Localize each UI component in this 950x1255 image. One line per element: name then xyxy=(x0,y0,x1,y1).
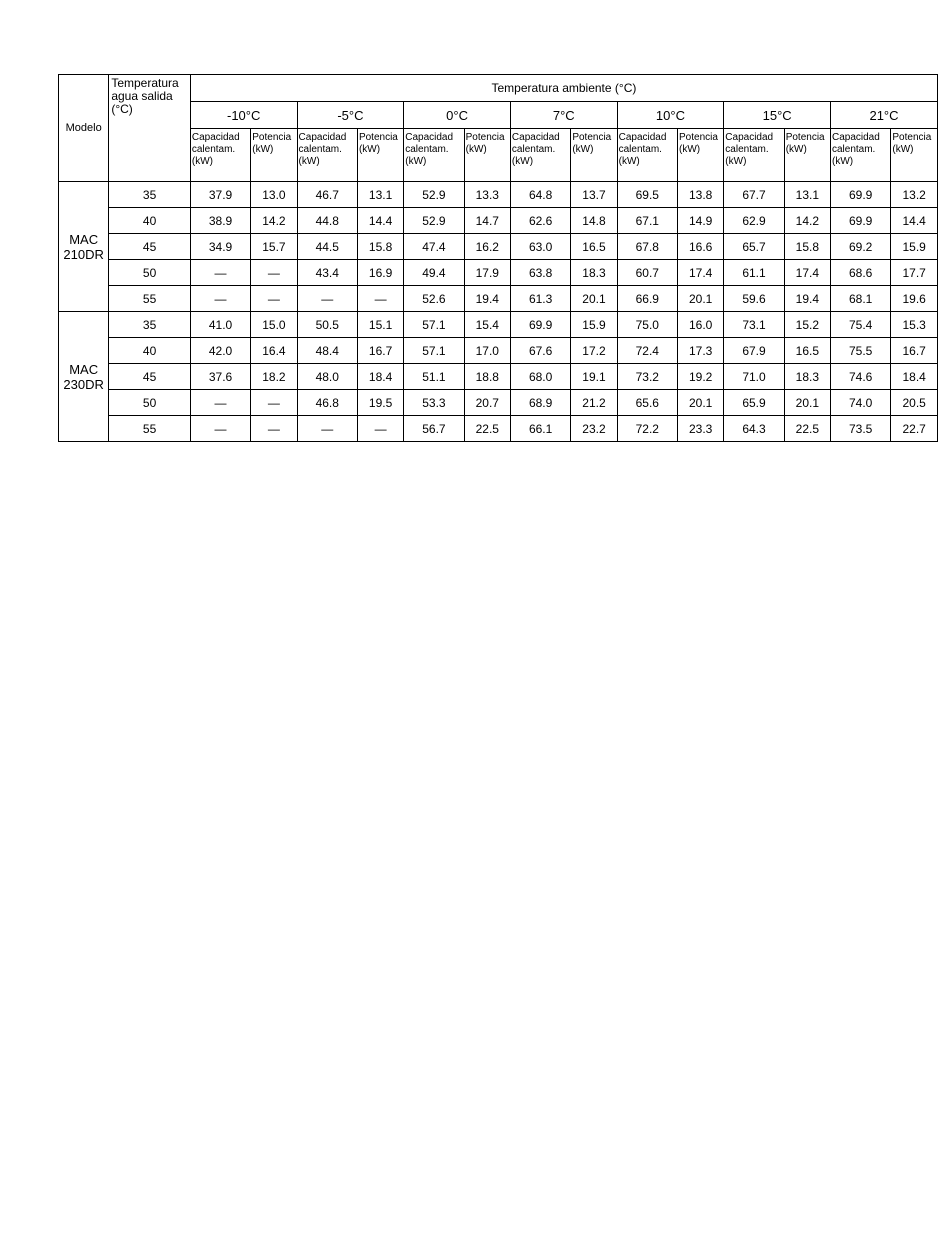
capacity-cell: 43.4 xyxy=(297,260,357,286)
capacity-cell: — xyxy=(190,416,250,442)
power-cell: — xyxy=(251,286,297,312)
capacity-cell: 46.7 xyxy=(297,182,357,208)
power-cell: 17.3 xyxy=(678,338,724,364)
subheader-row xyxy=(59,129,938,182)
capacity-cell: 68.6 xyxy=(830,260,890,286)
ambient-temp-header: -10°C xyxy=(190,102,297,129)
power-cell: 17.7 xyxy=(891,260,938,286)
water-temp-cell: 55 xyxy=(109,286,191,312)
power-cell: 16.9 xyxy=(357,260,403,286)
model-name: MAC 210DR xyxy=(59,182,109,312)
power-cell: — xyxy=(357,286,403,312)
power-header: Potencia (kW) xyxy=(891,129,938,182)
power-cell: 14.2 xyxy=(784,208,830,234)
power-cell: 17.4 xyxy=(678,260,724,286)
power-cell: 13.2 xyxy=(891,182,938,208)
capacity-cell: 69.5 xyxy=(617,182,677,208)
power-cell: 16.0 xyxy=(678,312,724,338)
capacity-cell: 46.8 xyxy=(297,390,357,416)
power-cell: 20.1 xyxy=(571,286,617,312)
power-cell: 23.3 xyxy=(678,416,724,442)
capacity-header: Capacidad calentam. (kW) xyxy=(404,129,464,182)
table-row xyxy=(59,234,938,260)
capacity-cell: 66.1 xyxy=(510,416,570,442)
power-cell: 19.4 xyxy=(464,286,510,312)
power-header: Potencia (kW) xyxy=(357,129,403,182)
capacity-cell: 67.9 xyxy=(724,338,784,364)
capacity-cell: 72.4 xyxy=(617,338,677,364)
capacity-cell: 34.9 xyxy=(190,234,250,260)
power-cell: 17.0 xyxy=(464,338,510,364)
power-cell: 15.7 xyxy=(251,234,297,260)
power-cell: 16.7 xyxy=(891,338,938,364)
power-cell: 15.9 xyxy=(891,234,938,260)
capacity-cell: 49.4 xyxy=(404,260,464,286)
header-modelo: Modelo xyxy=(59,75,109,182)
capacity-cell: 67.8 xyxy=(617,234,677,260)
power-cell: 15.1 xyxy=(357,312,403,338)
capacity-cell: 48.0 xyxy=(297,364,357,390)
power-cell: 18.4 xyxy=(891,364,938,390)
capacity-cell: — xyxy=(297,416,357,442)
header-ambient-temp: Temperatura ambiente (°C) xyxy=(190,75,937,102)
power-cell: 22.5 xyxy=(784,416,830,442)
capacity-cell: 71.0 xyxy=(724,364,784,390)
table-row xyxy=(59,364,938,390)
power-cell: 19.6 xyxy=(891,286,938,312)
power-cell: 16.2 xyxy=(464,234,510,260)
capacity-cell: 44.8 xyxy=(297,208,357,234)
water-temp-cell: 35 xyxy=(109,182,191,208)
capacity-cell: 51.1 xyxy=(404,364,464,390)
table-row xyxy=(59,338,938,364)
capacity-cell: 56.7 xyxy=(404,416,464,442)
power-cell: 19.2 xyxy=(678,364,724,390)
capacity-cell: 61.3 xyxy=(510,286,570,312)
capacity-cell: 38.9 xyxy=(190,208,250,234)
power-cell: 13.1 xyxy=(357,182,403,208)
capacity-cell: 61.1 xyxy=(724,260,784,286)
capacity-cell: 69.9 xyxy=(830,208,890,234)
capacity-cell: 74.0 xyxy=(830,390,890,416)
power-cell: 13.3 xyxy=(464,182,510,208)
capacity-cell: 75.4 xyxy=(830,312,890,338)
capacity-cell: 72.2 xyxy=(617,416,677,442)
capacity-cell: 63.0 xyxy=(510,234,570,260)
water-temp-cell: 45 xyxy=(109,234,191,260)
power-header: Potencia (kW) xyxy=(251,129,297,182)
power-cell: 16.5 xyxy=(784,338,830,364)
water-temp-cell: 45 xyxy=(109,364,191,390)
table-header xyxy=(59,75,938,182)
power-cell: 15.9 xyxy=(571,312,617,338)
table-row xyxy=(59,390,938,416)
power-cell: 18.4 xyxy=(357,364,403,390)
capacity-cell: 52.9 xyxy=(404,182,464,208)
capacity-cell: 47.4 xyxy=(404,234,464,260)
capacity-cell: 48.4 xyxy=(297,338,357,364)
capacity-cell: 69.9 xyxy=(510,312,570,338)
power-cell: 17.4 xyxy=(784,260,830,286)
power-cell: 16.6 xyxy=(678,234,724,260)
power-cell: 17.2 xyxy=(571,338,617,364)
capacity-cell: 41.0 xyxy=(190,312,250,338)
power-cell: 16.7 xyxy=(357,338,403,364)
power-cell: 20.7 xyxy=(464,390,510,416)
table-row xyxy=(59,182,938,208)
capacity-cell: 67.1 xyxy=(617,208,677,234)
capacity-cell: 50.5 xyxy=(297,312,357,338)
power-cell: 14.7 xyxy=(464,208,510,234)
capacity-cell: 75.0 xyxy=(617,312,677,338)
power-cell: 20.1 xyxy=(678,286,724,312)
ambient-temp-header: -5°C xyxy=(297,102,404,129)
power-cell: 13.7 xyxy=(571,182,617,208)
power-cell: 22.5 xyxy=(464,416,510,442)
table-row xyxy=(59,260,938,286)
capacity-header: Capacidad calentam. (kW) xyxy=(724,129,784,182)
capacity-cell: 42.0 xyxy=(190,338,250,364)
capacity-cell: 75.5 xyxy=(830,338,890,364)
capacity-header: Capacidad calentam. (kW) xyxy=(190,129,250,182)
heating-performance-table xyxy=(58,74,938,442)
capacity-header: Capacidad calentam. (kW) xyxy=(297,129,357,182)
capacity-cell: 73.1 xyxy=(724,312,784,338)
capacity-cell: 69.2 xyxy=(830,234,890,260)
water-temp-cell: 50 xyxy=(109,260,191,286)
water-temp-cell: 40 xyxy=(109,208,191,234)
ambient-temp-header: 21°C xyxy=(830,102,937,129)
power-cell: 18.3 xyxy=(571,260,617,286)
capacity-cell: — xyxy=(190,260,250,286)
capacity-header: Capacidad calentam. (kW) xyxy=(617,129,677,182)
power-header: Potencia (kW) xyxy=(571,129,617,182)
power-header: Potencia (kW) xyxy=(678,129,724,182)
power-cell: 18.8 xyxy=(464,364,510,390)
power-cell: 13.1 xyxy=(784,182,830,208)
power-cell: 13.0 xyxy=(251,182,297,208)
capacity-cell: 37.9 xyxy=(190,182,250,208)
power-cell: 14.4 xyxy=(357,208,403,234)
power-cell: 14.8 xyxy=(571,208,617,234)
capacity-cell: 67.7 xyxy=(724,182,784,208)
power-cell: 20.5 xyxy=(891,390,938,416)
power-cell: 15.0 xyxy=(251,312,297,338)
power-cell: 18.2 xyxy=(251,364,297,390)
power-cell: 14.9 xyxy=(678,208,724,234)
capacity-cell: 60.7 xyxy=(617,260,677,286)
water-temp-cell: 35 xyxy=(109,312,191,338)
table-row xyxy=(59,208,938,234)
power-cell: 20.1 xyxy=(678,390,724,416)
capacity-cell: 53.3 xyxy=(404,390,464,416)
power-cell: 15.3 xyxy=(891,312,938,338)
ambient-temp-header: 0°C xyxy=(404,102,511,129)
capacity-cell: 62.9 xyxy=(724,208,784,234)
capacity-cell: 74.6 xyxy=(830,364,890,390)
capacity-cell: 52.9 xyxy=(404,208,464,234)
power-cell: — xyxy=(251,416,297,442)
capacity-cell: 68.9 xyxy=(510,390,570,416)
ambient-temp-header: 15°C xyxy=(724,102,831,129)
power-cell: 18.3 xyxy=(784,364,830,390)
capacity-cell: 63.8 xyxy=(510,260,570,286)
header-water-temp: Temperatura agua salida (°C) xyxy=(109,75,191,182)
power-cell: 15.8 xyxy=(357,234,403,260)
power-cell: 15.2 xyxy=(784,312,830,338)
power-cell: 14.2 xyxy=(251,208,297,234)
water-temp-cell: 40 xyxy=(109,338,191,364)
capacity-cell: 52.6 xyxy=(404,286,464,312)
ambient-temp-row xyxy=(59,102,938,129)
capacity-cell: — xyxy=(190,390,250,416)
capacity-cell: 68.1 xyxy=(830,286,890,312)
water-temp-cell: 55 xyxy=(109,416,191,442)
capacity-cell: 66.9 xyxy=(617,286,677,312)
table-body xyxy=(59,182,938,442)
capacity-cell: 57.1 xyxy=(404,312,464,338)
power-header: Potencia (kW) xyxy=(464,129,510,182)
capacity-cell: 57.1 xyxy=(404,338,464,364)
capacity-cell: 65.9 xyxy=(724,390,784,416)
capacity-cell: 64.3 xyxy=(724,416,784,442)
power-cell: 21.2 xyxy=(571,390,617,416)
capacity-cell: 59.6 xyxy=(724,286,784,312)
capacity-cell: 69.9 xyxy=(830,182,890,208)
capacity-cell: — xyxy=(190,286,250,312)
power-cell: 23.2 xyxy=(571,416,617,442)
capacity-cell: 65.6 xyxy=(617,390,677,416)
power-cell: 19.1 xyxy=(571,364,617,390)
power-cell: 19.5 xyxy=(357,390,403,416)
capacity-cell: 44.5 xyxy=(297,234,357,260)
capacity-header: Capacidad calentam. (kW) xyxy=(830,129,890,182)
ambient-temp-header: 7°C xyxy=(510,102,617,129)
power-cell: — xyxy=(357,416,403,442)
capacity-cell: 67.6 xyxy=(510,338,570,364)
capacity-cell: 68.0 xyxy=(510,364,570,390)
power-cell: 22.7 xyxy=(891,416,938,442)
power-cell: — xyxy=(251,260,297,286)
capacity-cell: 73.5 xyxy=(830,416,890,442)
capacity-cell: 62.6 xyxy=(510,208,570,234)
power-cell: 16.5 xyxy=(571,234,617,260)
capacity-cell: — xyxy=(297,286,357,312)
power-cell: 14.4 xyxy=(891,208,938,234)
power-cell: 17.9 xyxy=(464,260,510,286)
power-cell: — xyxy=(251,390,297,416)
power-cell: 13.8 xyxy=(678,182,724,208)
power-header: Potencia (kW) xyxy=(784,129,830,182)
power-cell: 15.8 xyxy=(784,234,830,260)
power-cell: 20.1 xyxy=(784,390,830,416)
capacity-header: Capacidad calentam. (kW) xyxy=(510,129,570,182)
power-cell: 16.4 xyxy=(251,338,297,364)
table-row xyxy=(59,286,938,312)
power-cell: 15.4 xyxy=(464,312,510,338)
performance-table-container xyxy=(58,74,938,442)
capacity-cell: 73.2 xyxy=(617,364,677,390)
water-temp-cell: 50 xyxy=(109,390,191,416)
table-row xyxy=(59,416,938,442)
ambient-temp-header: 10°C xyxy=(617,102,724,129)
capacity-cell: 64.8 xyxy=(510,182,570,208)
capacity-cell: 65.7 xyxy=(724,234,784,260)
table-row xyxy=(59,312,938,338)
capacity-cell: 37.6 xyxy=(190,364,250,390)
model-name: MAC 230DR xyxy=(59,312,109,442)
power-cell: 19.4 xyxy=(784,286,830,312)
